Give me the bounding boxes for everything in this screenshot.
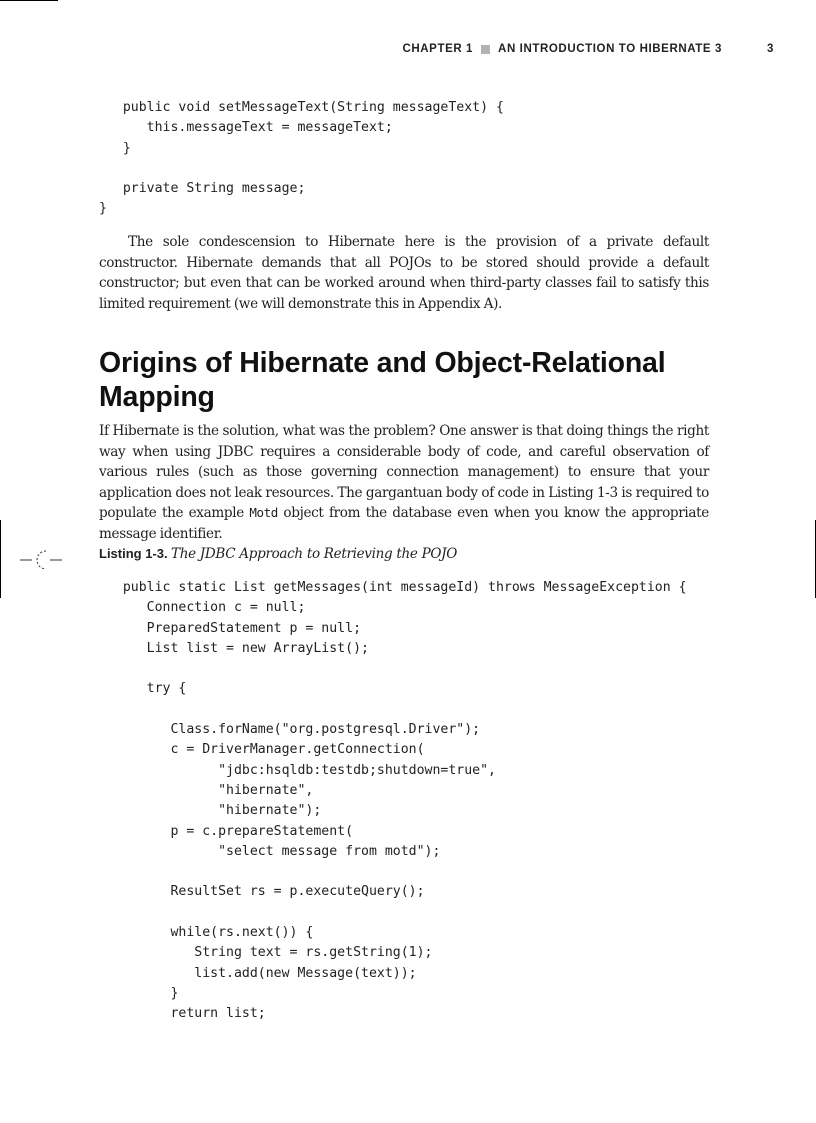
crop-mark-left: [0, 520, 1, 598]
paragraph-text-after: object from the database even when you know the appropriate message identifier.: [99, 505, 709, 542]
code-line: [99, 700, 687, 720]
code-line: p = c.prepareStatement(: [99, 823, 354, 839]
code-block-top: [99, 98, 504, 220]
paragraph-intro: The sole condescension to Hibernate here is the provision of a private default constructor. Hibernate demands that all POJOs to be stored should provide a default constructor; but even that can be worked around when third-party classes fail to satisfy this limited requirement (we will demonstrate this in Appendix A).: [99, 234, 709, 312]
code-line: while(rs.next()) {: [99, 925, 314, 941]
listing-caption: [99, 546, 457, 562]
code-line: "hibernate");: [99, 803, 322, 819]
code-line: [99, 903, 687, 923]
code-line: [99, 659, 687, 679]
paragraph-text-before: If Hibernate is the solution, what was the problem? One answer is that doing things the right way when using JDBC requires a considerable body of code, and careful observation of various rules (such as those governing connection management) to ensure that your application does not leak resources. The gargantuan body of code in Listing 1-3 is required to populate the example: [99, 423, 709, 521]
registration-mark-icon: [20, 548, 62, 572]
code-line: }: [99, 985, 179, 1001]
code-line: ResultSet rs = p.executeQuery();: [99, 884, 425, 900]
code-line: }: [99, 201, 107, 217]
crop-mark-top: [0, 0, 58, 1]
code-line: public static List getMessages(int messageId) throws MessageException {: [99, 580, 687, 595]
code-line: list.add(new Message(text));: [99, 965, 417, 981]
code-line: this.messageText = messageText;: [99, 120, 393, 136]
running-header: [0, 43, 774, 59]
square-bullet-icon: [481, 45, 490, 54]
code-line: Class.forName("org.postgresql.Driver");: [99, 722, 481, 738]
code-listing-1-3: [99, 578, 687, 1025]
listing-label: Listing 1-3.: [99, 546, 168, 561]
code-line: Connection c = null;: [99, 600, 306, 616]
code-line: String text = rs.getString(1);: [99, 945, 433, 961]
code-line: PreparedStatement p = null;: [99, 620, 362, 636]
code-line: "hibernate",: [99, 782, 314, 798]
chapter-title: [402, 43, 722, 55]
chapter-number: CHAPTER 1: [402, 43, 474, 55]
code-line: List list = new ArrayList();: [99, 640, 369, 656]
inline-code-motd: Motd: [249, 505, 278, 520]
code-line: c = DriverManager.getConnection(: [99, 742, 425, 758]
code-line: try {: [99, 681, 187, 697]
code-line: "jdbc:hsqldb:testdb;shutdown=true",: [99, 762, 496, 778]
listing-title: The JDBC Approach to Retrieving the POJO: [171, 546, 458, 562]
code-line: "select message from motd");: [99, 843, 441, 859]
code-line: }: [99, 140, 131, 156]
code-line: [99, 159, 504, 179]
code-line: [99, 862, 687, 882]
page-number: 3: [767, 43, 774, 55]
code-line: private String message;: [99, 181, 306, 197]
paragraph-origins: [99, 421, 709, 544]
chapter-name: AN INTRODUCTION TO HIBERNATE 3: [498, 43, 722, 55]
section-heading: Origins of Hibernate and Object-Relational Mapping: [99, 347, 666, 413]
code-line: return list;: [99, 1006, 266, 1022]
code-line: public void setMessageText(String messageText) {: [99, 100, 504, 115]
